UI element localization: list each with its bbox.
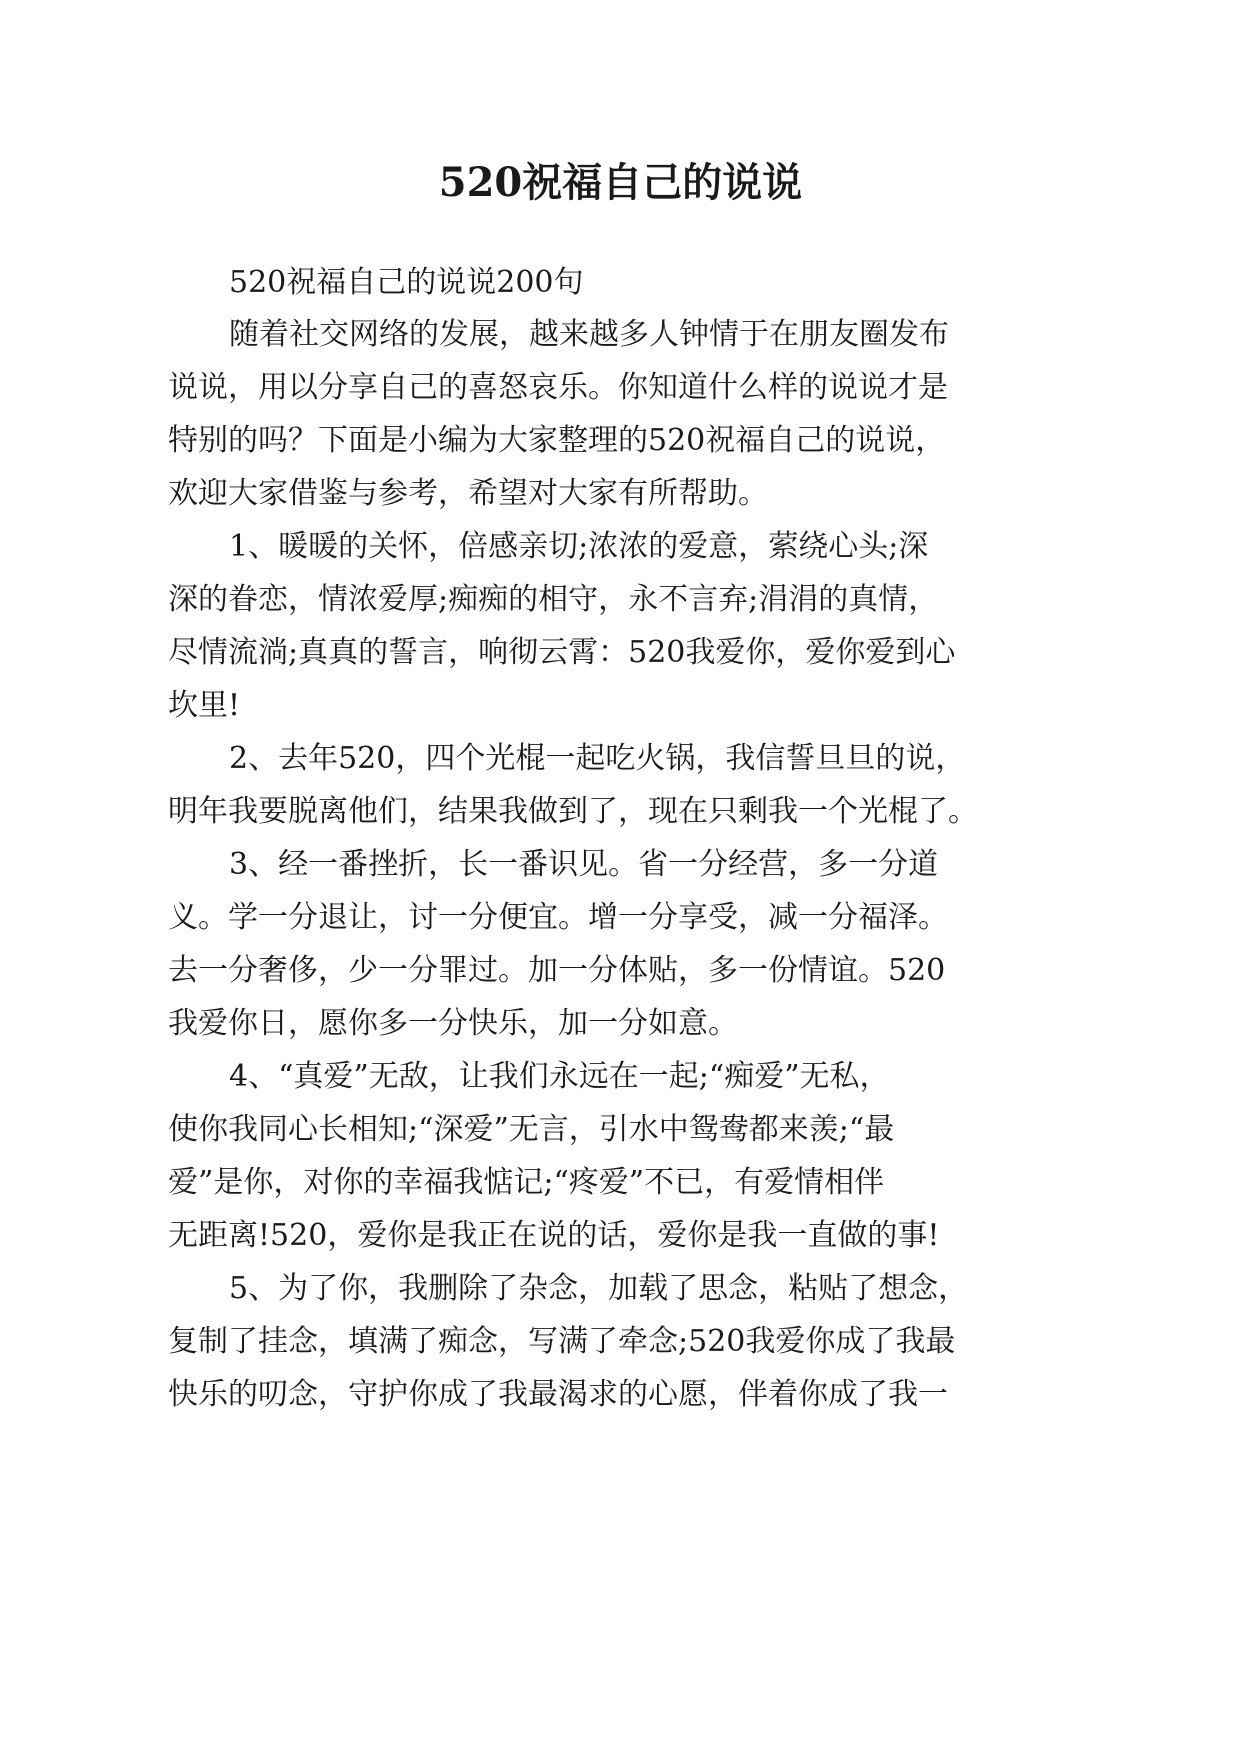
subtitle-line: 520祝福自己的说说200句 (229, 265, 584, 300)
intro-line-3: 特别的吗？下面是小编为大家整理的520祝福自己的说说， (168, 423, 946, 458)
item-3-line-1: 3、经一番挫折，长一番识见。省一分经营，多一分道 (229, 847, 939, 882)
item-4-line-1: 4、“真爱”无敌，让我们永远在一起;“痴爱”无私， (229, 1059, 890, 1094)
item-2-line-1: 2、去年520，四个光棍一起吃火锅，我信誓旦旦的说， (229, 741, 966, 776)
item-1-line-2: 深的眷恋，情浓爱厚;痴痴的相守，永不言弃;涓涓的真情， (168, 582, 939, 617)
item-3-line-4: 我爱你日，愿你多一分快乐，加一分如意。 (168, 1006, 738, 1041)
item-1-line-3: 尽情流淌;真真的誓言，响彻云霄：520我爱你，爱你爱到心 (168, 635, 956, 670)
intro-line-4: 欢迎大家借鉴与参考，希望对大家有所帮助。 (168, 476, 768, 511)
item-5-line-2: 复制了挂念，填满了痴念，写满了牵念;520我爱你成了我最 (168, 1324, 956, 1359)
item-5-line-3: 快乐的叨念，守护你成了我最渴求的心愿，伴着你成了我一 (168, 1377, 948, 1412)
intro-line-1: 随着社交网络的发展，越来越多人钟情于在朋友圈发布 (229, 317, 949, 352)
document-title: 520祝福自己的说说 (438, 159, 803, 206)
intro-line-2: 说说，用以分享自己的喜怒哀乐。你知道什么样的说说才是 (168, 370, 948, 405)
item-4-line-2: 使你我同心长相知;“深爱”无言，引水中鸳鸯都来羡;“最 (168, 1112, 895, 1147)
item-4-line-3: 爱”是你，对你的幸福我惦记;“疼爱”不已，有爱情相伴 (168, 1165, 885, 1200)
item-3-line-3: 去一分奢侈，少一分罪过。加一分体贴，多一份情谊。520 (168, 953, 946, 988)
item-4-line-4: 无距离!520，爱你是我正在说的话，爱你是我一直做的事! (168, 1218, 940, 1253)
item-2-line-2: 明年我要脱离他们，结果我做到了，现在只剩我一个光棍了。 (168, 794, 978, 829)
item-3-line-2: 义。学一分退让，讨一分便宜。增一分享受，减一分福泽。 (168, 900, 948, 935)
item-1-line-4: 坎里! (168, 688, 241, 723)
item-5-line-1: 5、为了你，我删除了杂念，加载了思念，粘贴了想念， (229, 1271, 969, 1306)
item-1-line-1: 1、暖暖的关怀，倍感亲切;浓浓的爱意，萦绕心头;深 (229, 529, 929, 564)
